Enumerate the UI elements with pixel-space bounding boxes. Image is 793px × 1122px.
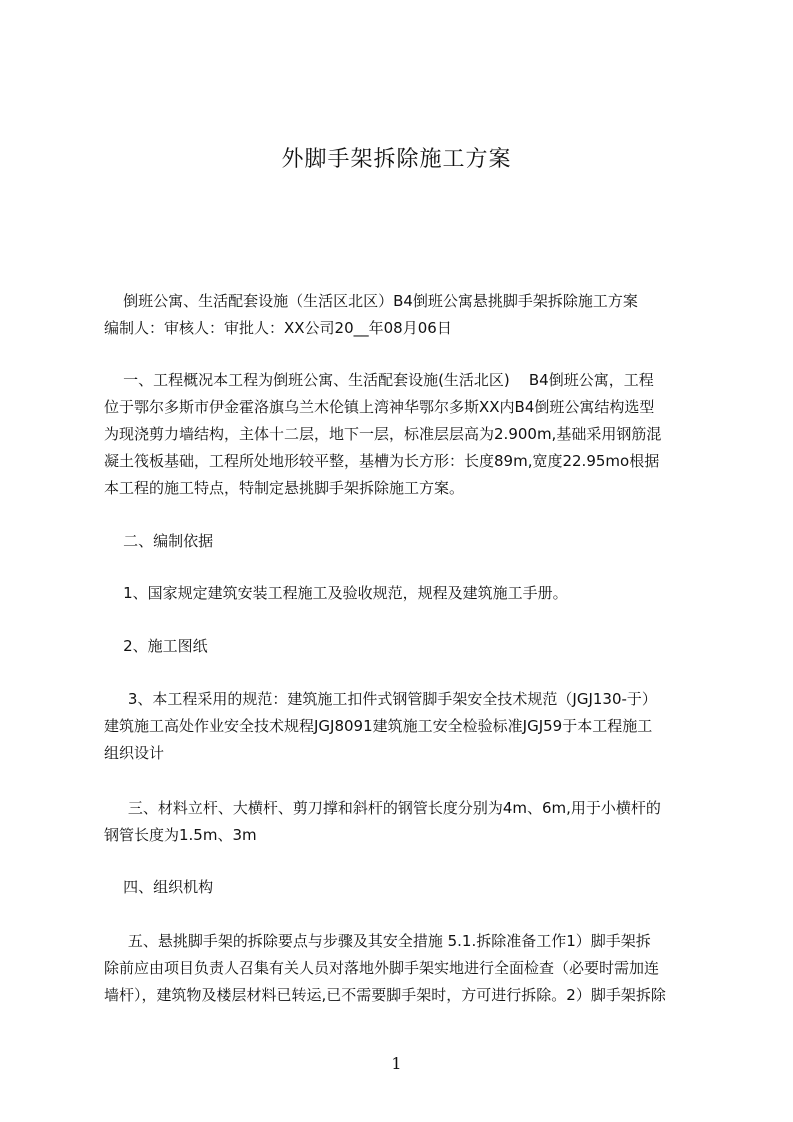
paragraph-project-overview: 一、工程概况本工程为倒班公寓、生活配套设施(生活北区) B4倒班公寓，工程 位于鄂尔多斯市伊金霍洛旗乌兰木伦镇上湾神华鄂尔多斯XX内B4倒班公寓结构选型 为现浇剪力墙结构，主体十二层，地下一层，标准层层高为2.900m,基础采用钢筋混 凝土筏板基础，工程所处地形较平整，基槽为长方形：长度89m,宽度22.95mo根据 本工程的施工特点，特制定悬挑脚手架拆除施工方案。 — [104, 371, 662, 497]
paragraph-basis-1: 1、国家规定建筑安装工程施工及验收规范，规程及建筑施工手册。 — [104, 584, 568, 602]
paragraph-basis-2: 2、施工图纸 — [104, 637, 208, 655]
paragraph-dismantling: 五、悬挑脚手架的拆除要点与步骤及其安全措施 5.1.拆除准备工作1）脚手架拆 除前应由项目负责人召集有关人员对落地外脚手架实地进行全面检查（必要时需加连 墙杆），建筑物及楼层材料已转运,已不需要脚手架时，方可进行拆除。2）脚手架拆除 — [104, 932, 666, 1004]
document-title: 外脚手架拆除施工方案 — [281, 147, 512, 172]
paragraph-header: 倒班公寓、生活配套设施（生活区北区）B4倒班公寓悬挑脚手架拆除施工方案 编制人：审核人：审批人：XX公司20__年08月06日 — [104, 292, 638, 337]
paragraph-basis-3: 3、本工程采用的规范：建筑施工扣件式钢管脚手架安全技术规范（JGJ130-于） 建筑施工高处作业安全技术规程JGJ8091建筑施工安全检验标准JGJ59于本工程施工 组织设计 — [104, 690, 657, 762]
paragraph-basis-heading: 二、编制依据 — [104, 532, 214, 550]
paragraph-materials: 三、材料立杆、大横杆、剪刀撑和斜杆的钢管长度分别为4m、6m,用于小横杆的 钢管长度为1.5m、3m — [104, 799, 661, 844]
page-number: 1 — [391, 1054, 402, 1073]
paragraph-organization: 四、组织机构 — [104, 878, 214, 896]
